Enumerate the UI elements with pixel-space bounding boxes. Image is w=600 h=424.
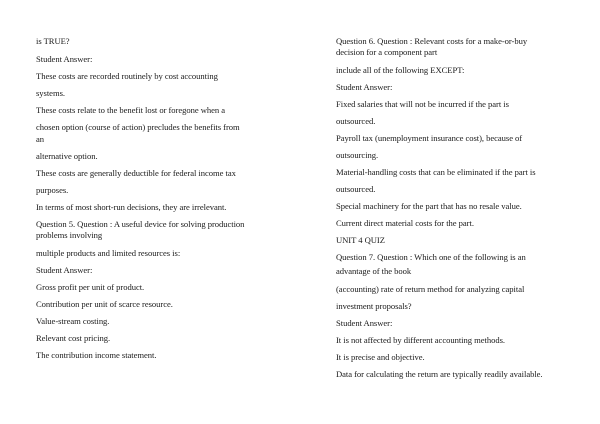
- text-line: outsourcing.: [336, 150, 379, 160]
- answer-option: Payroll tax (unemployment insurance cost), because of: [336, 133, 523, 143]
- answer-option: These costs are recorded routinely by cost accounting: [36, 71, 218, 81]
- text-line: investment proposals?: [336, 301, 412, 311]
- question-heading: Question 6. Question : Relevant costs for a make-or-buy: [336, 36, 528, 46]
- answer-option: Special machinery for the part that has no resale value.: [336, 201, 522, 211]
- student-answer-label: Student Answer:: [336, 82, 393, 92]
- text-line: include all of the following EXCEPT:: [336, 65, 465, 75]
- text-line: alternative option.: [36, 151, 98, 161]
- text-line: chosen option (course of action) precludes the benefits from: [36, 122, 240, 132]
- student-answer-label: Student Answer:: [336, 318, 393, 328]
- unit-heading: UNIT 4 QUIZ: [336, 235, 385, 245]
- text-line: problems involving: [36, 230, 103, 240]
- answer-option: Relevant cost pricing.: [36, 333, 111, 343]
- answer-option: Current direct material costs for the part.: [336, 218, 474, 228]
- answer-option: It is precise and objective.: [336, 352, 425, 362]
- text-line: systems.: [36, 88, 65, 98]
- text-line: (accounting) rate of return method for analyzing capital: [336, 284, 525, 294]
- student-answer-label: Student Answer:: [36, 54, 93, 64]
- question-heading: Question 5. Question : A useful device for solving production: [36, 219, 245, 229]
- answer-option: Material-handling costs that can be eliminated if the part is: [336, 167, 536, 177]
- answer-option: Gross profit per unit of product.: [36, 282, 145, 292]
- text-line: is TRUE?: [36, 36, 70, 46]
- answer-option: Data for calculating the return are typically readily available.: [336, 369, 543, 379]
- text-line: decision for a component part: [336, 47, 438, 57]
- text-line: outsourced.: [336, 116, 376, 126]
- answer-option: It is not affected by different accounting methods.: [336, 335, 505, 345]
- answer-option: Contribution per unit of scarce resource.: [36, 299, 173, 309]
- student-answer-label: Student Answer:: [36, 265, 93, 275]
- text-line: advantage of the book: [336, 266, 412, 276]
- answer-option: Fixed salaries that will not be incurred if the part is: [336, 99, 509, 109]
- text-line: outsourced.: [336, 184, 376, 194]
- answer-option: The contribution income statement.: [36, 350, 157, 360]
- answer-option: Value-stream costing.: [36, 316, 110, 326]
- text-line: purposes.: [36, 185, 69, 195]
- answer-option: In terms of most short-run decisions, they are irrelevant.: [36, 202, 227, 212]
- text-line: an: [36, 134, 45, 144]
- text-line: multiple products and limited resources is:: [36, 248, 181, 258]
- answer-option: These costs are generally deductible for federal income tax: [36, 168, 236, 178]
- question-heading: Question 7. Question : Which one of the following is an: [336, 252, 526, 262]
- answer-option: These costs relate to the benefit lost or foregone when a: [36, 105, 226, 115]
